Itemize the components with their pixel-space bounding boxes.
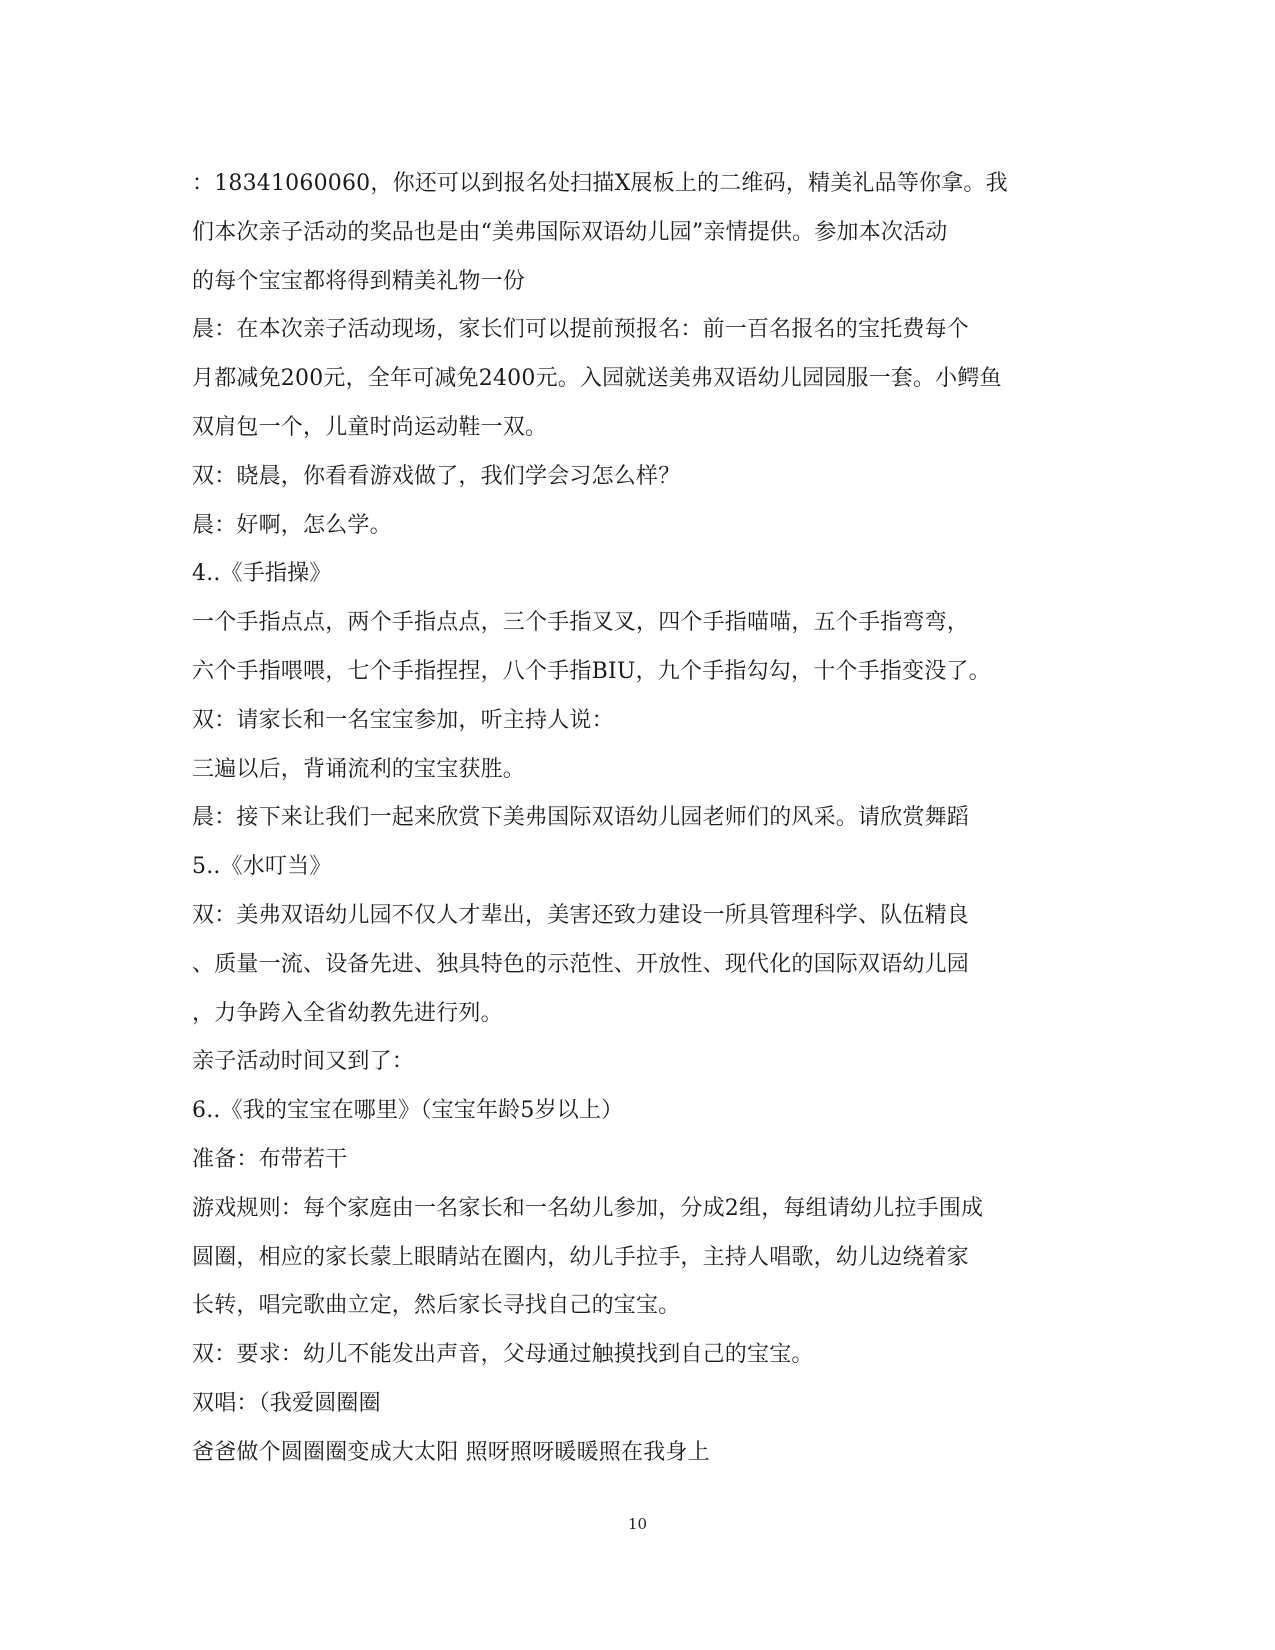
text-line: 双：要求：幼儿不能发出声音，父母通过触摸找到自己的宝宝。 bbox=[192, 1342, 814, 1368]
text-line: 、质量一流、设备先进、独具特色的示范性、开放性、现代化的国际双语幼儿园 bbox=[192, 951, 970, 977]
text-line: 们本次亲子活动的奖品也是由“美弗国际双语幼儿园”亲情提供。参加本次活动 bbox=[192, 219, 948, 245]
text-line: 双：晓晨，你看看游戏做了，我们学会习怎么样？ bbox=[192, 463, 681, 489]
text-line: 亲子活动时间又到了： bbox=[192, 1049, 415, 1075]
text-line: 一个手指点点，两个手指点点，三个手指叉叉，四个手指喵喵，五个手指弯弯， bbox=[192, 610, 970, 636]
text-line: 爸爸做个圆圈圈变成大太阳 照呀照呀暖暖照在我身上 bbox=[192, 1439, 710, 1465]
text-line: 晨：在本次亲子活动现场，家长们可以提前预报名：前一百名报名的宝托费每个 bbox=[192, 317, 970, 343]
text-line: 长转，唱完歌曲立定，然后家长寻找自己的宝宝。 bbox=[192, 1293, 681, 1319]
section-heading: 4..《手指操》 bbox=[192, 561, 332, 587]
section-heading: 6..《我的宝宝在哪里》（宝宝年龄5岁以上） bbox=[192, 1098, 624, 1124]
text-line: 六个手指喂喂，七个手指捏捏，八个手指BIU，九个手指勾勾，十个手指变没了。 bbox=[192, 658, 991, 684]
text-line: 游戏规则：每个家庭由一名家长和一名幼儿参加，分成2组，每组请幼儿拉手围成 bbox=[192, 1195, 984, 1221]
page-number: 10 bbox=[627, 1515, 648, 1533]
text-line: 晨：好啊，怎么学。 bbox=[192, 512, 392, 538]
body-text bbox=[192, 160, 1092, 1478]
text-line: ，力争跨入全省幼教先进行列。 bbox=[192, 1000, 503, 1026]
text-line: 双：美弗双语幼儿园不仅人才辈出，美害还致力建设一所具管理科学、队伍精良 bbox=[192, 902, 970, 928]
text-line: 准备：布带若干 bbox=[192, 1146, 348, 1172]
text-line: 双肩包一个，儿童时尚运动鞋一双。 bbox=[192, 414, 548, 440]
section-heading: 5..《水叮当》 bbox=[192, 854, 332, 880]
text-line: 三遍以后，背诵流利的宝宝获胜。 bbox=[192, 756, 526, 782]
text-line: ：18341060060，你还可以到报名处扫描X展板上的二维码，精美礼品等你拿。我 bbox=[192, 171, 1008, 196]
text-line: 月都减免200元，全年可减免2400元。入园就送美弗双语幼儿园园服一套。小鳄鱼 bbox=[192, 366, 1002, 392]
text-line: 的每个宝宝都将得到精美礼物一份 bbox=[192, 268, 526, 294]
text-line: 圆圈，相应的家长蒙上眼睛站在圈内，幼儿手拉手，主持人唱歌，幼儿边绕着家 bbox=[192, 1244, 970, 1270]
text-line: 晨：接下来让我们一起来欣赏下美弗国际双语幼儿园老师们的风采。请欣赏舞蹈 bbox=[192, 805, 970, 831]
text-line: 双唱：（我爱圆圈圈 bbox=[192, 1390, 381, 1416]
text-line: 双：请家长和一名宝宝参加，听主持人说： bbox=[192, 707, 614, 733]
